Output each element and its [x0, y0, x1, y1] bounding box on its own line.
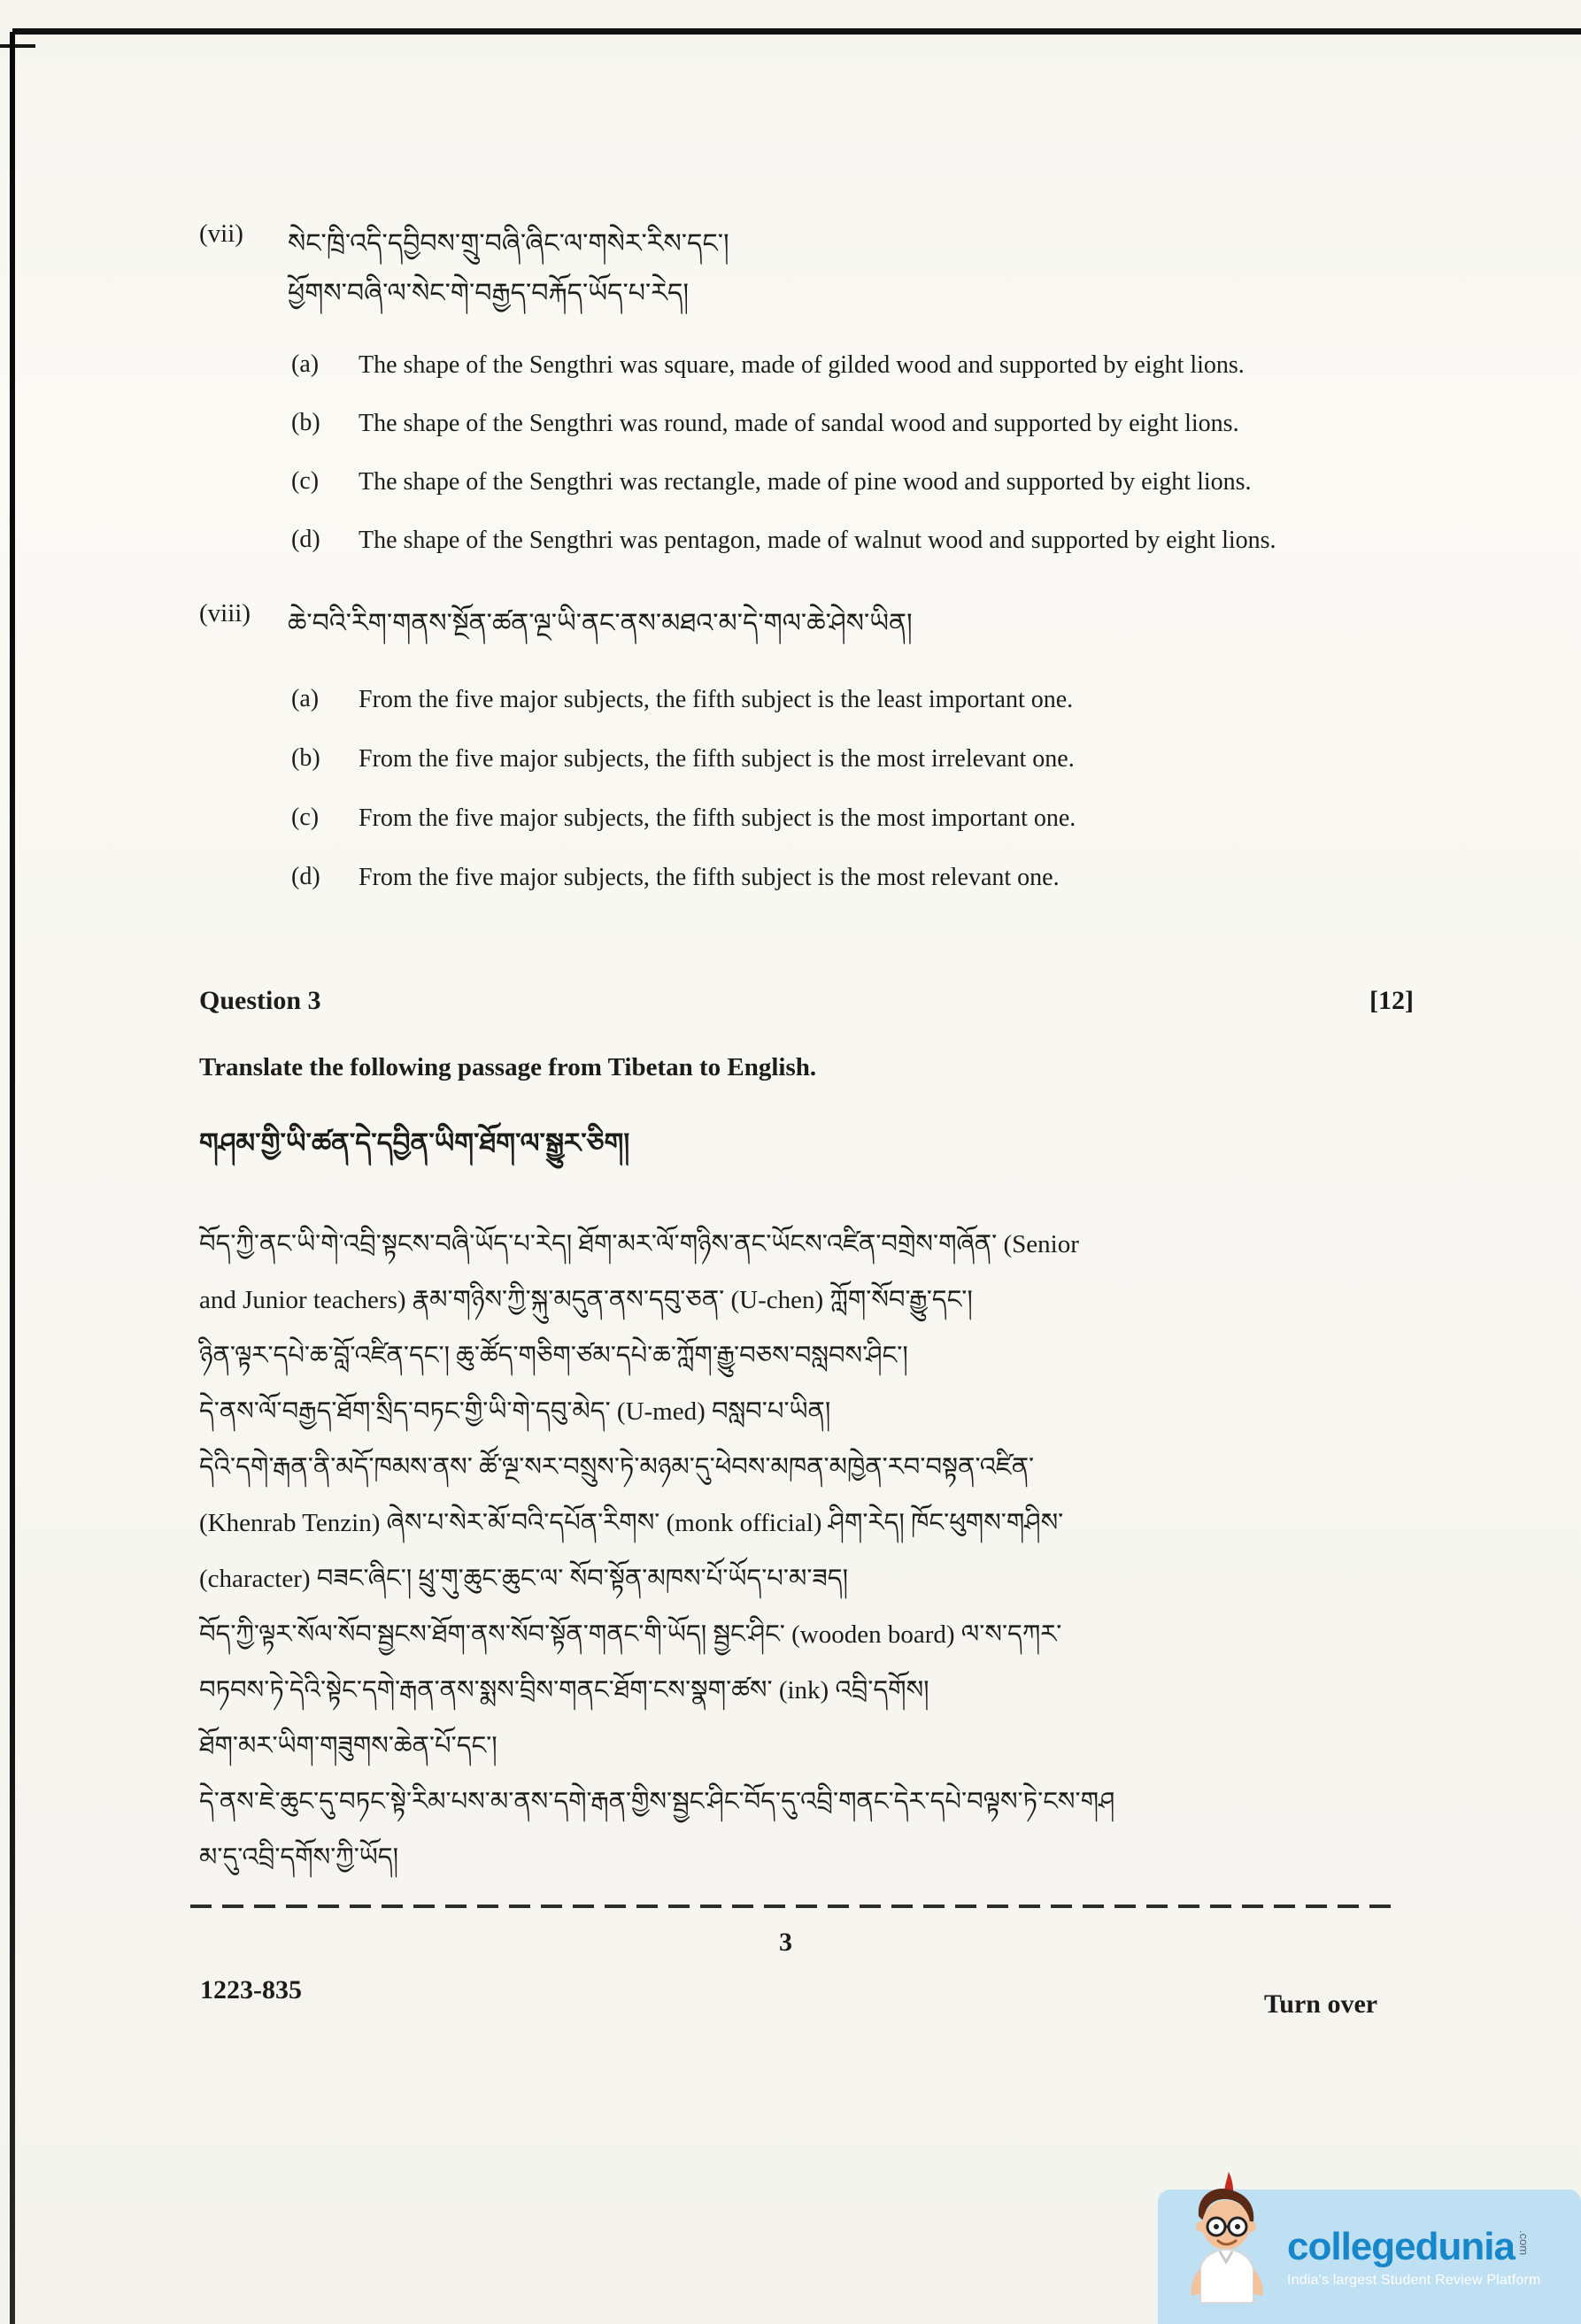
option-label: (c) — [291, 467, 320, 495]
option-row — [291, 743, 1412, 775]
option-row — [291, 350, 1412, 381]
collegedunia-mascot-icon — [1174, 2170, 1278, 2319]
scan-artifact-top-corner — [0, 44, 35, 48]
question-3-tibetan-heading: གཤམ་གྱི་ཡི་ཚན་དེ་དབྱིན་ཡིག་ཐོག་ལ་སྒྱུར་ཅིག། — [199, 1127, 630, 1158]
passage-line: and Junior teachers) རྣམ་གཉིས་ཀྱི་སྐུ་མདུན་ནས་དབུ་ཅན་ (U-chen) ཀློག་སོབ་རྒྱུ་དང་། — [199, 1285, 973, 1314]
tibetan-line: ཆེ་བའི་རིག་གནས་སྔོན་ཚན་ལྔ་ཡི་ནང་ནས་མཐའ་མ་དེ་གལ་ཆེ་ཤེས་ཡིན། — [288, 609, 913, 638]
option-label: (b) — [291, 409, 320, 436]
passage-line: (Khenrab Tenzin) ཞེས་པ་སེར་མོ་བའི་དཔོན་རིགས་ (monk official) ཤིག་རེད། ཁོང་ཕུགས་གཤིས་ — [199, 1508, 1064, 1537]
passage-line: དེའི་དགེ་རྒན་ནི་མདོ་ཁམས་ནས་ ཚོ་ལྔ་སར་བསྲུས་ཏེ་མཉམ་དུ་ཕེབས་མཁན་མཁྱེན་རབ་བསྟན་འཛིན་ — [199, 1452, 1035, 1481]
option-row — [291, 466, 1412, 498]
passage-line: (character) བཟང་ཞིང་། ཕྲུ་གུ་ཆུང་ཆུང་ལ་ སོབ་སྟོན་མཁས་པོ་ཡོད་པ་མ་ཟད། — [199, 1564, 849, 1593]
collegedunia-watermark — [1158, 2189, 1581, 2324]
option-text: The shape of the Sengthri was round, made of sandal wood and supported by eight lions. — [359, 410, 1239, 437]
question-viii-label: (viii) — [199, 599, 251, 627]
question-3 — [199, 986, 1412, 1875]
question-viii-tibetan — [288, 599, 913, 649]
page-content — [199, 219, 1412, 1896]
page-number: 3 — [779, 1928, 792, 1957]
option-text: The shape of the Sengthri was square, made of gilded wood and supported by eight lions. — [359, 351, 1245, 379]
question-vii-options — [291, 350, 1412, 557]
passage-line: བོད་ཀྱི་ལྟར་སོལ་སོབ་སྦྱངས་ཐོག་ནས་སོབ་སྟོན་གནང་གི་ཡོད། སྦྱང་ཤིང་ (wooden board) ལ་ས་དཀར་ — [199, 1620, 1062, 1649]
passage-line: མ་དུ་འབྲི་དགོས་ཀྱི་ཡོད། — [199, 1843, 399, 1872]
tibetan-line: སེང་ཁྲི་འདི་དབྱིབས་གྲུ་བཞི་ཞིང་ལ་གསེར་རིས་དང་། — [288, 229, 729, 258]
option-label: (a) — [291, 684, 320, 712]
passage-line: ཐོག་མར་ཡིག་གཟུགས་ཆེན་པོ་དང་། — [199, 1731, 497, 1760]
footer-dashed-divider — [190, 1905, 1391, 1908]
option-text: The shape of the Sengthri was rectangle, made of pine wood and supported by eight lions. — [359, 468, 1252, 496]
option-label: (c) — [291, 803, 320, 831]
paper-code: 1223-835 — [200, 1975, 302, 2005]
question-viii — [199, 599, 1412, 894]
scan-artifact-top-line — [12, 28, 1581, 35]
question-3-marks: [12] — [1369, 985, 1414, 1015]
question-vii — [199, 219, 1412, 557]
tibetan-line: ཕྱོགས་བཞི་ལ་སེང་གེ་བརྒྱད་བརྐོད་ཡོད་པ་རེད། — [288, 278, 689, 308]
option-label: (d) — [291, 526, 320, 553]
option-text: From the five major subjects, the fifth subject is the most relevant one. — [359, 863, 1060, 891]
option-text: The shape of the Sengthri was pentagon, made of walnut wood and supported by eight lions. — [359, 527, 1276, 554]
collegedunia-brand-name: collegedunia — [1287, 2225, 1515, 2268]
passage-line: དེ་ནས་ཇེ་ཆུང་དུ་བཏང་སྟེ་རིམ་པས་མ་ནས་དགེ་རྒན་གྱིས་སྦྱང་ཤིང་བོད་དུ་འབྲི་གནང་དེར་དཔེ་བལྟས་ཏེ་ངས་གཤ — [199, 1787, 1115, 1816]
option-row — [291, 803, 1412, 835]
scan-artifact-left-line — [10, 32, 15, 2324]
question-vii-label: (vii) — [199, 219, 243, 248]
turn-over-label: Turn over — [1264, 1989, 1378, 2019]
option-label: (a) — [291, 350, 320, 378]
passage-line: བོད་ཀྱི་ནང་ཡི་གེ་འབྲི་སྟངས་བཞི་ཡོད་པ་རེད། ཐོག་མར་ལོ་གཉིས་ནང་ཡོངས་འཛིན་བགྲེས་གཞོན་ (Senior — [199, 1229, 1079, 1258]
collegedunia-tagline: India's largest Student Review Platform — [1287, 2273, 1541, 2288]
collegedunia-text-block — [1287, 2225, 1541, 2289]
question-vii-tibetan — [288, 219, 729, 318]
option-text: From the five major subjects, the fifth subject is the most irrelevant one. — [359, 744, 1075, 773]
question-3-title: Question 3 — [199, 985, 321, 1015]
option-row — [291, 862, 1412, 894]
passage-line: ཉིན་ལྟར་དཔེ་ཆ་བློ་འཛིན་དང་། ཆུ་ཚོད་གཅིག་ཙམ་དཔེ་ཆ་ཀློག་རྒྱུ་བཅས་བསླབས་ཤིང་། — [199, 1341, 908, 1370]
option-text: From the five major subjects, the fifth subject is the most important one. — [359, 804, 1076, 832]
option-row — [291, 684, 1412, 716]
question-3-instruction: Translate the following passage from Tibetan to English. — [199, 1052, 817, 1081]
option-label: (d) — [291, 862, 320, 890]
passage-line: དེ་ནས་ལོ་བརྒྱད་ཐོག་སྲིད་བཏང་གྱི་ཡི་གེ་དབུ་མེད་ (U-med) བསླབ་པ་ཡིན། — [199, 1397, 831, 1426]
option-text: From the five major subjects, the fifth subject is the least important one. — [359, 685, 1074, 713]
option-row — [291, 525, 1412, 557]
question-viii-options — [291, 684, 1412, 894]
option-row — [291, 408, 1412, 440]
collegedunia-domain: .com — [1516, 2230, 1531, 2256]
passage-line: བཏབས་ཏེ་དེའི་སྟེང་དགེ་རྒན་ནས་སྨས་བྲིས་གནང་ཐོག་ངས་སྣག་ཚས་ (ink) འབྲི་དགོས། — [199, 1675, 929, 1705]
tibetan-passage — [199, 1227, 1421, 1875]
option-label: (b) — [291, 743, 320, 772]
